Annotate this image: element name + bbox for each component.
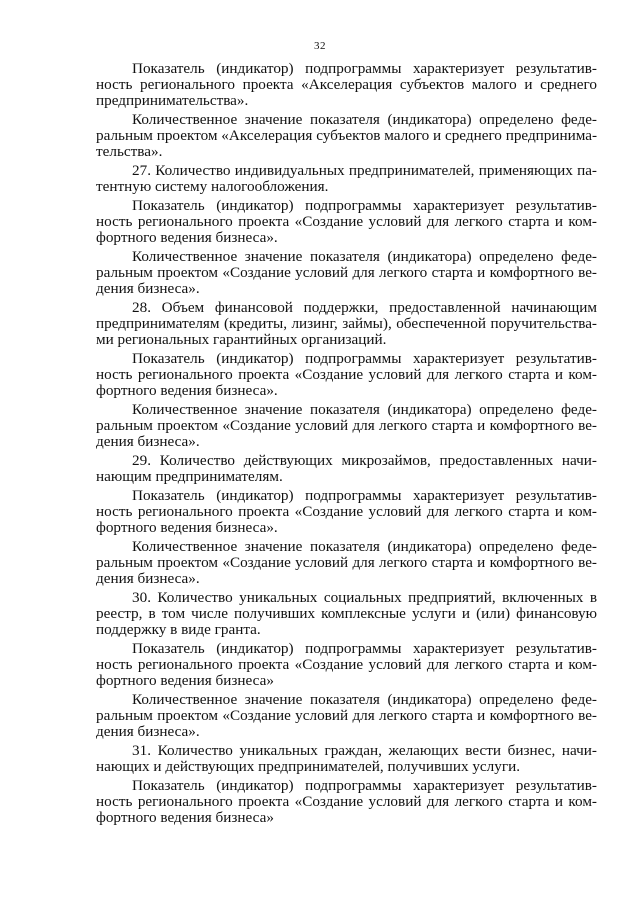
paragraph-line: 29. Количество действующих микрозаймов, предоставленных начи- bbox=[132, 452, 597, 469]
paragraph-line: фортного ведения бизнеса». bbox=[96, 519, 278, 536]
paragraph-line: тентную систему налогообложения. bbox=[96, 178, 329, 195]
paragraph-line: ми региональных гарантийных организаций. bbox=[96, 331, 387, 348]
paragraph-line: Показатель (индикатор) подпрограммы характеризует результатив- bbox=[132, 197, 597, 214]
paragraph bbox=[96, 692, 597, 740]
paragraph bbox=[96, 351, 597, 399]
paragraph bbox=[96, 198, 597, 246]
paragraph-line: реестр, в том числе получивших комплексные услуги и (или) финансовую bbox=[96, 605, 597, 622]
paragraph-line: тельства». bbox=[96, 143, 163, 160]
paragraph-line: ность регионального проекта «Создание условий для легкого старта и ком- bbox=[96, 366, 597, 383]
paragraph bbox=[96, 300, 597, 348]
paragraph-line: фортного ведения бизнеса». bbox=[96, 382, 278, 399]
document-body bbox=[96, 61, 597, 829]
paragraph bbox=[96, 488, 597, 536]
paragraph bbox=[96, 778, 597, 826]
paragraph bbox=[96, 163, 597, 195]
paragraph bbox=[96, 249, 597, 297]
paragraph-line: 28. Объем финансовой поддержки, предоставленной начинающим bbox=[132, 299, 597, 316]
paragraph bbox=[96, 743, 597, 775]
paragraph-line: Показатель (индикатор) подпрограммы характеризует результатив- bbox=[132, 487, 597, 504]
paragraph-line: Количественное значение показателя (индикатора) определено феде- bbox=[132, 248, 597, 265]
paragraph bbox=[96, 61, 597, 109]
paragraph-line: Показатель (индикатор) подпрограммы характеризует результатив- bbox=[132, 350, 597, 367]
paragraph-line: предпринимателям (кредиты, лизинг, займы), обеспеченной поручительства- bbox=[96, 315, 597, 332]
paragraph-line: ность регионального проекта «Акселерация субъектов малого и среднего bbox=[96, 76, 597, 93]
paragraph-line: ность регионального проекта «Создание условий для легкого старта и ком- bbox=[96, 656, 597, 673]
paragraph-line: Количественное значение показателя (индикатора) определено феде- bbox=[132, 401, 597, 418]
paragraph bbox=[96, 590, 597, 638]
paragraph-line: 31. Количество уникальных граждан, желающих вести бизнес, начи- bbox=[132, 742, 597, 759]
paragraph-line: ность регионального проекта «Создание условий для легкого старта и ком- bbox=[96, 213, 597, 230]
paragraph bbox=[96, 402, 597, 450]
paragraph-line: Количественное значение показателя (индикатора) определено феде- bbox=[132, 111, 597, 128]
paragraph bbox=[96, 112, 597, 160]
paragraph-line: поддержку в виде гранта. bbox=[96, 621, 261, 638]
paragraph-line: ральным проектом «Создание условий для легкого старта и комфортного ве- bbox=[96, 264, 597, 281]
paragraph-line: ральным проектом «Создание условий для легкого старта и комфортного ве- bbox=[96, 707, 597, 724]
paragraph-line: ральным проектом «Создание условий для легкого старта и комфортного ве- bbox=[96, 554, 597, 571]
paragraph bbox=[96, 539, 597, 587]
paragraph-line: нающих и действующих предпринимателей, получивших услуги. bbox=[96, 758, 521, 775]
paragraph-line: дения бизнеса». bbox=[96, 433, 200, 450]
paragraph-line: ность регионального проекта «Создание условий для легкого старта и ком- bbox=[96, 793, 597, 810]
paragraph-line: Показатель (индикатор) подпрограммы характеризует результатив- bbox=[132, 60, 597, 77]
paragraph-line: ральным проектом «Акселерация субъектов малого и среднего предпринима- bbox=[96, 127, 598, 144]
paragraph-line: Количественное значение показателя (индикатора) определено феде- bbox=[132, 691, 597, 708]
paragraph-line: предпринимательства». bbox=[96, 92, 249, 109]
paragraph-line: фортного ведения бизнеса». bbox=[96, 229, 278, 246]
paragraph-line: Показатель (индикатор) подпрограммы характеризует результатив- bbox=[132, 640, 597, 657]
paragraph bbox=[96, 641, 597, 689]
paragraph bbox=[96, 453, 597, 485]
page-number: 32 bbox=[314, 40, 326, 52]
paragraph-line: дения бизнеса». bbox=[96, 570, 200, 587]
paragraph-line: дения бизнеса». bbox=[96, 723, 200, 740]
paragraph-line: ральным проектом «Создание условий для легкого старта и комфортного ве- bbox=[96, 417, 597, 434]
paragraph-line: нающим предпринимателям. bbox=[96, 468, 283, 485]
paragraph-line: Количественное значение показателя (индикатора) определено феде- bbox=[132, 538, 597, 555]
paragraph-line: ность регионального проекта «Создание условий для легкого старта и ком- bbox=[96, 503, 597, 520]
paragraph-line: дения бизнеса». bbox=[96, 280, 200, 297]
paragraph-line: Показатель (индикатор) подпрограммы характеризует результатив- bbox=[132, 777, 597, 794]
paragraph-line: 30. Количество уникальных социальных предприятий, включенных в bbox=[132, 589, 597, 606]
paragraph-line: фортного ведения бизнеса» bbox=[96, 672, 274, 689]
paragraph-line: фортного ведения бизнеса» bbox=[96, 809, 274, 826]
paragraph-line: 27. Количество индивидуальных предпринимателей, применяющих па- bbox=[132, 162, 597, 179]
